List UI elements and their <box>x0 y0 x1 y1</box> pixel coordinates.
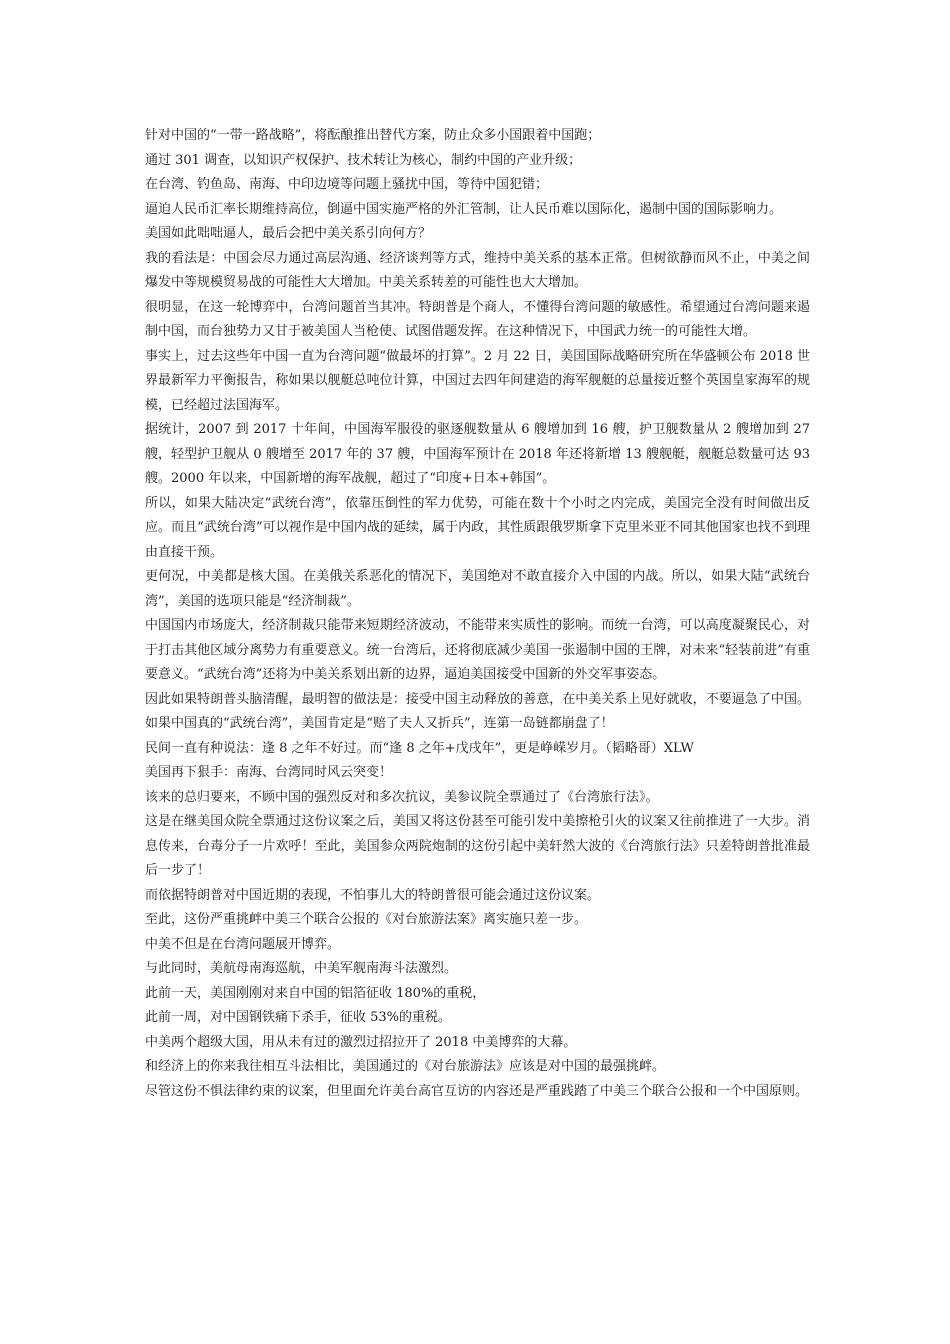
paragraph: 民间一直有种说法：逢 8 之年不好过。而“逢 8 之年+戊戌年”，更是峥嵘岁月。（韬略哥）XLW <box>145 740 694 756</box>
paragraph: 尽管这份不惧法律约束的议案，但里面允许美台高官互访的内容还是严重践踏了中美三个联合公报和一个中国原则。 <box>145 1083 809 1099</box>
paragraph: 更何况，中美都是核大国。在美俄关系恶化的情况下，美国绝对不敢直接介入中国的内战。所以，如果大陆“武统台湾”，美国的选项只能是“经济制裁”。 <box>145 569 810 609</box>
paragraph: 据统计，2007 到 2017 十年间，中国海军服役的驱逐舰数量从 6 艘增加到 16 艘，护卫舰数量从 2 艘增加到 27 艘，轻型护卫舰从 0 艘增至 2017 年的 37 艘，中国海军预计在 2018 年还将新增 13 艘舰艇，舰艇总数量可达 93 艘。2000 年以来，中国新增的海军战舰，超过了“印度+日本+韩国”。 <box>145 422 810 486</box>
paragraph: 该来的总归要来，不顾中国的强烈反对和多次抗议，美参议院全票通过了《台湾旅行法》。 <box>145 789 659 805</box>
paragraph: 此前一周，对中国钢铁痛下杀手，征收 53%的重税。 <box>145 1010 452 1025</box>
paragraph: 通过 301 调查，以知识产权保护、技术转让为核心，制约中国的产业升级； <box>145 152 582 168</box>
paragraph: 与此同时，美航母南海巡航，中美军舰南海斗法激烈。 <box>145 961 458 976</box>
paragraph: 针对中国的“一带一路战略”，将酝酿推出替代方案，防止众多小国跟着中国跑； <box>145 128 601 143</box>
paragraph: 这是在继美国众院全票通过这份议案之后，美国又将这份甚至可能引发中美擦枪引火的议案又往前推进了一大步。消息传来，台毒分子一片欢呼！至此，美国参众两院炮制的这份引起中美轩然大波的《台湾旅行法》只差特朗普批准最后一步了！ <box>145 814 810 878</box>
section-heading: 美国再下狠手：南海、台湾同时风云突变！ <box>145 765 393 780</box>
paragraph: 中国国内市场庞大，经济制裁只能带来短期经济波动，不能带来实质性的影响。而统一台湾，可以高度凝聚民心，对于打击其他区域分离势力有重要意义。统一台湾后，还将彻底减少美国一张遏制中国的王牌，对未来“轻装前进”有重要意义。“武统台湾”还将为中美关系划出新的边界，逼迫美国接受中国新的外交军事姿态。 <box>145 618 810 682</box>
paragraph: 所以，如果大陆决定“武统台湾”，依靠压倒性的军力优势，可能在数十个小时之内完成，美国完全没有时间做出反应。而且“武统台湾”可以视作是中国内战的延续，属于内政，其性质跟俄罗斯拿下克里米亚不同其他国家也找不到理由直接干预。 <box>145 495 810 560</box>
paragraph: 至此，这份严重挑衅中美三个联合公报的《对台旅游法案》离实施只差一步。 <box>145 912 588 927</box>
paragraph: 在台湾、钓鱼岛、南海、中印边境等问题上骚扰中国，等待中国犯错； <box>145 177 549 192</box>
document-body <box>145 124 810 1104</box>
paragraph: 中美不但是在台湾问题展开博弈。 <box>145 936 341 952</box>
paragraph: 我的看法是：中国会尽力通过高层沟通、经济谈判等方式，维持中美关系的基本正常。但树欲静而风不止，中美之间爆发中等规模贸易战的可能性大大增加。中美关系转差的可能性也大大增加。 <box>145 250 810 290</box>
paragraph: 逼迫人民币汇率长期维持高位，倒逼中国实施严格的外汇管制，让人民币难以国际化，遏制中国的国际影响力。 <box>145 201 783 217</box>
paragraph: 事实上，过去这些年中国一直为台湾问题“做最坏的打算”。2 月 22 日，美国国际战略研究所在华盛顿公布 2018 世界最新军力平衡报告，称如果以舰艇总吨位计算，中国过去四年间建造的海军舰艇的总量接近整个英国皇家海军的规模，已经超过法国海军。 <box>145 348 810 413</box>
paragraph: 中美两个超级大国，用从未有过的激烈过招拉开了 2018 中美博弈的大幕。 <box>145 1034 577 1050</box>
paragraph: 此前一天，美国刚刚对来自中国的铝箔征收 180%的重税， <box>145 985 486 1001</box>
paragraph: 很明显，在这一轮博弈中，台湾问题首当其冲。特朗普是个商人，不懂得台湾问题的敏感性。希望通过台湾问题来遏制中国，而台独势力又甘于被美国人当枪使、试图借题发挥。在这种情况下，中国武力统一的可能性大增。 <box>145 299 810 339</box>
paragraph: 和经济上的你来我往相互斗法相比，美国通过的《对台旅游法》应该是对中国的最强挑衅。 <box>145 1059 666 1074</box>
paragraph: 因此如果特朗普头脑清醒，最明智的做法是：接受中国主动释放的善意，在中美关系上见好就收，不要逼急了中国。如果中国真的“武统台湾”，美国肯定是“赔了夫人又折兵”，连第一岛链都崩盘了！ <box>145 691 810 731</box>
paragraph: 而依据特朗普对中国近期的表现，不怕事儿大的特朗普很可能会通过这份议案。 <box>145 887 601 903</box>
paragraph: 美国如此咄咄逼人，最后会把中美关系引向何方？ <box>145 226 432 241</box>
